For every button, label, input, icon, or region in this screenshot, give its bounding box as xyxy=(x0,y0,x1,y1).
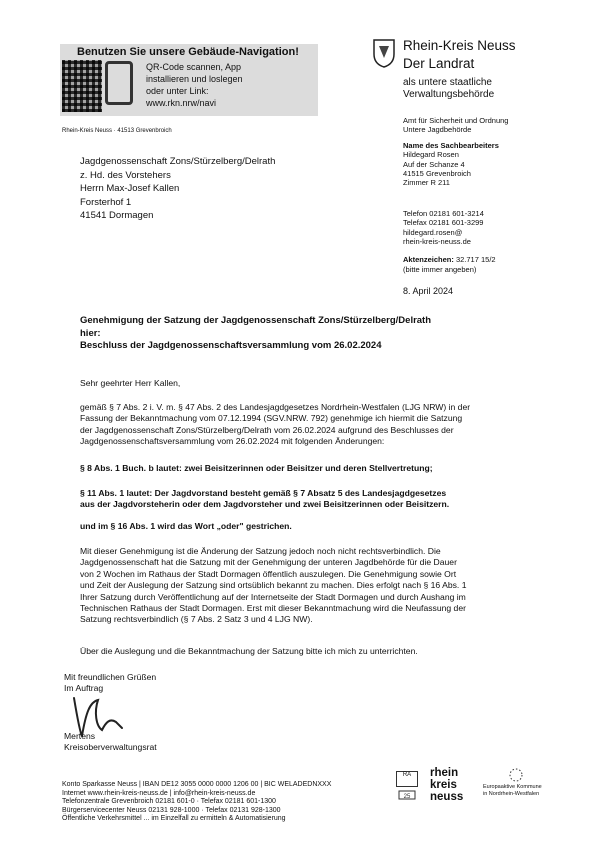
svg-text:25: 25 xyxy=(403,794,411,800)
change-2: § 11 Abs. 1 lautet: Der Jagdvorstand besteht gemäß § 7 Absatz 5 des Landesjagdgesetzes aus der Jagdvorsteherin oder dem Jagdvorsteher und zwei Beisitzerinnen oder Beisitzern. xyxy=(80,488,450,510)
paragraph-3: Über die Auslegung und die Bekanntmachung der Satzung bitte ich mich zu unterrichten. xyxy=(80,646,418,656)
rhein-kreis-neuss-logo: rhein kreis neuss xyxy=(430,767,464,803)
footer: Konto Sparkasse Neuss | IBAN DE12 3055 0000 0000 1206 00 | BIC WELADEDNXXX Internet www.rhein-kreis-neuss.de | info@rhein-kreis-neuss.de Telefonzentrale Grevenbroich 02181 601-0 · Telefax 02181 601-1300 Bürgerservicecenter Neuss 02131 928-1000 · Telefax 02131 928-1300 Öffentliche Verkehrsmittel ... im Einzelfall zu ermitteln & Automatisierung xyxy=(62,781,332,823)
contact-heading: Name des Sachbearbeiters xyxy=(403,141,499,150)
sender-line: Rhein-Kreis Neuss · 41513 Grevenbroich xyxy=(62,128,172,134)
eu-stars-icon xyxy=(505,766,527,784)
qr-banner-line: oder unter Link: xyxy=(146,86,209,96)
logo-mark-icon xyxy=(397,788,417,802)
europaaktive-kommune-logo: Europaaktive Kommune in Nordrhein-Westfalen xyxy=(483,784,542,797)
qr-code-icon[interactable] xyxy=(62,60,102,112)
recipient-address: Jagdgenossenschaft Zons/Stürzelberg/Delrath z. Hd. des Vorstehers Herrn Max-Josef Kallen Forsterhof 1 41541 Dormagen xyxy=(80,156,276,221)
salutation: Sehr geehrter Herr Kallen, xyxy=(80,378,181,388)
signer xyxy=(64,731,157,754)
email-link[interactable]: rhein-kreis-neuss.de xyxy=(403,236,471,246)
change-3: und im § 16 Abs. 1 wird das Wort „oder" gestrichen. xyxy=(80,521,292,531)
contact-phone-block: Telefon 02181 601-3214 Telefax 02181 601-3299 hildegard.rosen@ rhein-kreis-neuss.de xyxy=(403,209,484,246)
qr-banner-title: Benutzen Sie unsere Gebäude-Navigation! xyxy=(77,46,299,58)
org-name: Rhein-Kreis Neuss xyxy=(403,38,516,53)
contact-block: Name des Sachbearbeiters Hildegard Rosen Auf der Schanze 4 41515 Grevenbroich Zimmer R 211 xyxy=(403,141,499,188)
phone-icon xyxy=(105,61,133,105)
subject: Genehmigung der Satzung der Jagdgenossenschaft Zons/Stürzelberg/Delrath hier: Beschluss der Jagdgenossenschaftsversammlung vom 26.02.2024 xyxy=(80,315,432,351)
closing: Mit freundlichen Grüßen Im Auftrag xyxy=(64,672,157,694)
email-link[interactable]: hildegard.rosen@ xyxy=(403,227,463,237)
qr-banner-line: QR-Code scannen, App xyxy=(146,62,242,72)
org-desc: Verwaltungsbehörde xyxy=(403,89,495,100)
paragraph-1: gemäß § 7 Abs. 2 i. V. m. § 47 Abs. 2 des Landesjagdgesetzes Nordrhein-Westfalen (LJG NRW) in der Fassung der Bekanntmachung vom 07.12.1994 (SGV.NRW. 792) genehmige ich hiermit die Satzung der Jagdgenossenschaft Zons/Stürzelberg/Delrath vom 26.02.2024 aufgrund des Beschlusses der Jagdgenossenschaftsversammlung vom 26.02.2024 mit folgenden Änderungen: xyxy=(80,402,471,447)
reference-block: Aktenzeichen: 32.717 15/2 (bitte immer angeben) xyxy=(403,255,496,274)
change-1: § 8 Abs. 1 Buch. b lautet: zwei Beisitzerinnen oder Beisitzer und deren Stellvertretung; xyxy=(80,463,433,473)
paragraph-2: Mit dieser Genehmigung ist die Änderung der Satzung jedoch noch nicht rechtsverbindlich. Die Jagdgenossenschaft hat die Satzung mit der Genehmigung der unteren Jagdbehörde für die Dauer von 2 Wochen im Rathaus der Stadt Dormagen öffentlich auszulegen. Die Genehmigung sowie Ort und Zeit der Auslegung der Satzung sind ortsüblich bekannt zu machen. Dies erfolgt nach § 16 Abs. 1 Ihrer Satzung durch Veröffentlichung auf der Internetseite der Stadt Dormagen und durch Aushang im Technischen Rathaus der Stadt Dormagen. Erst mit dieser Bekanntmachung wird die Neufassung der Satzung rechtsverbindlich (§ 7 Abs. 2 Satz 3 und 4 LJG NW). xyxy=(80,546,467,625)
ra-logo: RA xyxy=(396,771,418,787)
letter-date: 8. April 2024 xyxy=(403,286,454,296)
website-link[interactable]: Internet www.rhein-kreis-neuss.de | info@rhein-kreis-neuss.de xyxy=(62,789,256,797)
department: Amt für Sicherheit und Ordnung Untere Jagdbehörde xyxy=(403,116,509,134)
org-sub: Der Landrat xyxy=(403,56,475,71)
signer-title: Kreisoberverwaltungsrat xyxy=(64,742,157,753)
qr-banner-line: installieren und loslegen xyxy=(146,74,243,84)
signer-name: Mertens xyxy=(64,731,96,741)
qr-banner-link[interactable]: www.rkn.nrw/navi xyxy=(146,98,217,108)
navigation-qr-banner xyxy=(60,44,318,116)
org-desc: als untere staatliche xyxy=(403,77,492,88)
coat-of-arms-icon xyxy=(371,38,397,68)
